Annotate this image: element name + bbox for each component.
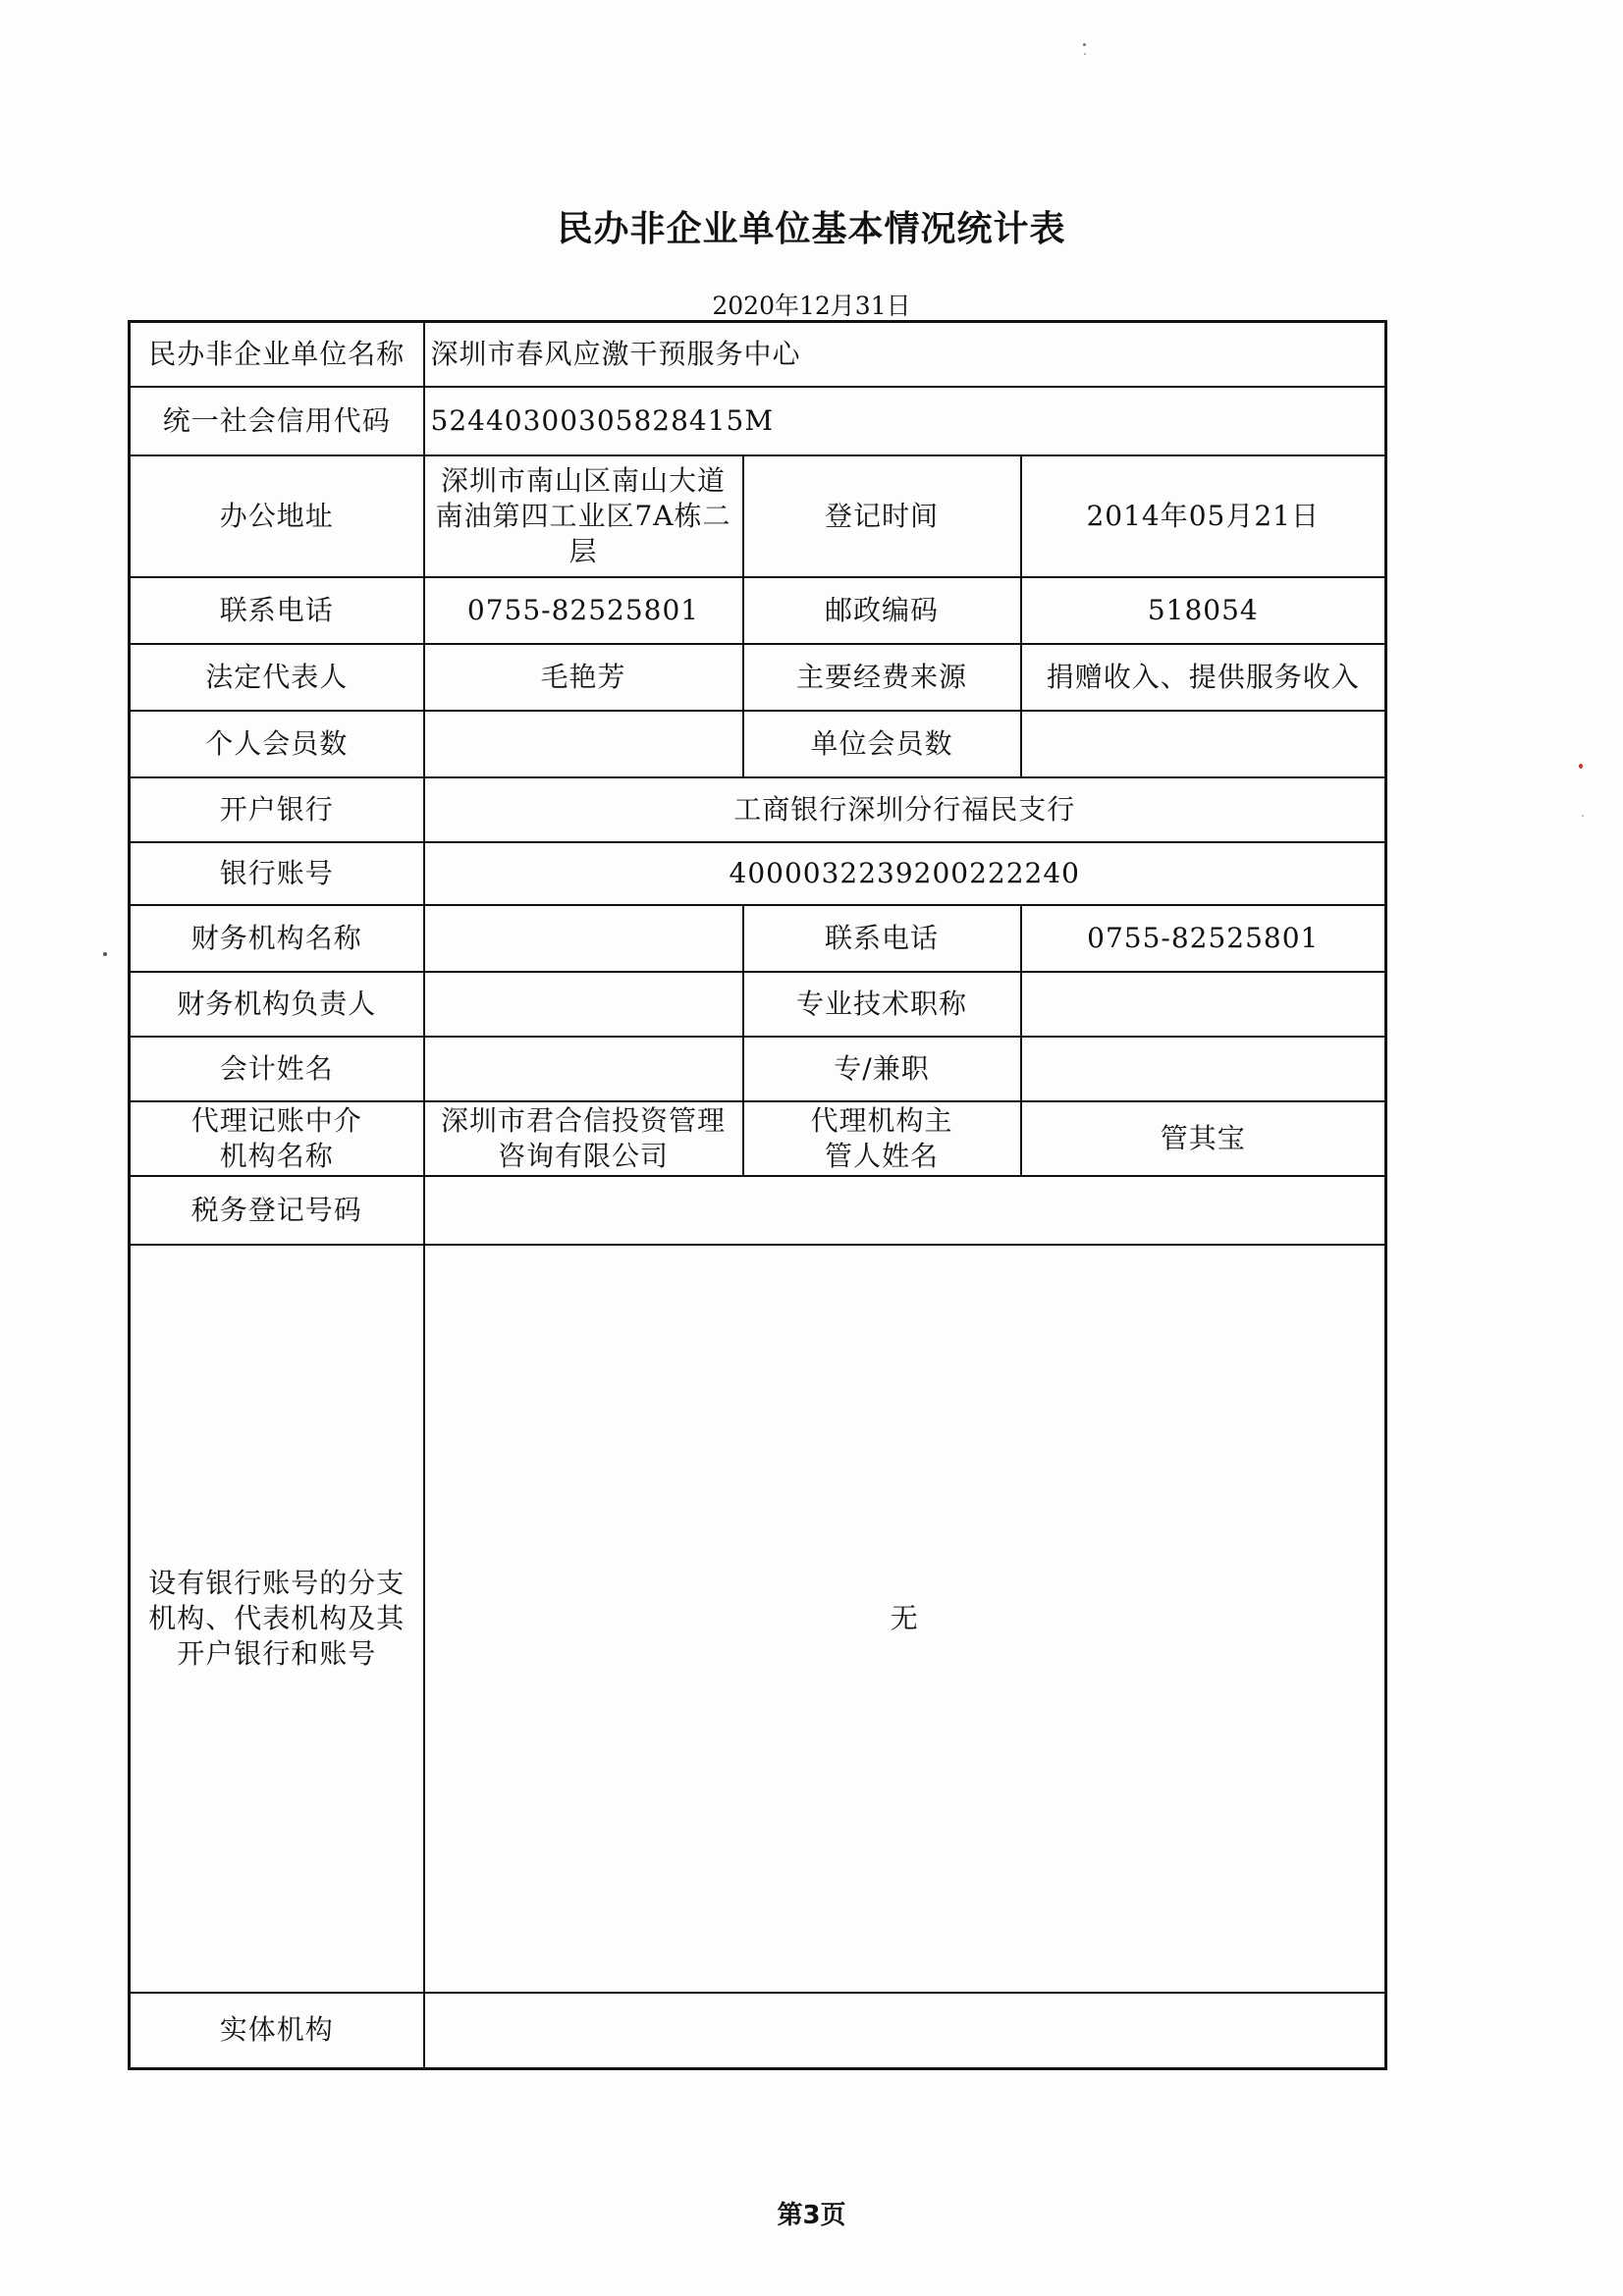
registration-date-label: 登记时间 <box>743 455 1021 577</box>
phone-label: 联系电话 <box>130 577 424 644</box>
employment-type-value <box>1021 1037 1386 1101</box>
legal-rep-value: 毛艳芳 <box>424 644 743 711</box>
branches-label: 设有银行账号的分支机构、代表机构及其开户银行和账号 <box>130 1245 424 1993</box>
employment-type-label: 专/兼职 <box>743 1037 1021 1101</box>
row-finance-head <box>130 972 1386 1037</box>
row-entity <box>130 1993 1386 2069</box>
tech-title-value <box>1021 972 1386 1037</box>
address-value: 深圳市南山区南山大道南油第四工业区7A栋二层 <box>424 455 743 577</box>
row-bank <box>130 777 1386 842</box>
accountant-value <box>424 1037 743 1101</box>
finance-head-label: 财务机构负责人 <box>130 972 424 1037</box>
agency-manager-label: 代理机构主管人姓名 <box>743 1101 1021 1176</box>
tax-reg-value <box>424 1176 1386 1245</box>
row-legal-rep <box>130 644 1386 711</box>
individual-members-value <box>424 711 743 777</box>
scan-speck <box>1083 43 1086 46</box>
statistics-form-table <box>128 320 1387 2070</box>
individual-members-label: 个人会员数 <box>130 711 424 777</box>
tax-reg-label: 税务登记号码 <box>130 1176 424 1245</box>
postcode-label: 邮政编码 <box>743 577 1021 644</box>
row-finance-name <box>130 905 1386 972</box>
finance-phone-label: 联系电话 <box>743 905 1021 972</box>
bank-label: 开户银行 <box>130 777 424 842</box>
report-date: 2020年12月31日 <box>712 292 911 320</box>
tech-title-label: 专业技术职称 <box>743 972 1021 1037</box>
registration-date-value: 2014年05月21日 <box>1021 455 1386 577</box>
account-label: 银行账号 <box>130 842 424 905</box>
bank-value: 工商银行深圳分行福民支行 <box>424 777 1386 842</box>
account-value: 4000032239200222240 <box>424 842 1386 905</box>
finance-org-label: 财务机构名称 <box>130 905 424 972</box>
row-account <box>130 842 1386 905</box>
scan-speck <box>1579 764 1583 769</box>
org-name-value: 深圳市春风应激干预服务中心 <box>424 322 1386 387</box>
form-title: 民办非企业单位基本情况统计表 <box>557 209 1066 249</box>
row-accountant <box>130 1037 1386 1101</box>
credit-code-label: 统一社会信用代码 <box>130 387 424 455</box>
scan-speck <box>103 952 107 956</box>
finance-head-value <box>424 972 743 1037</box>
finance-phone-value: 0755-82525801 <box>1021 905 1386 972</box>
row-credit-code <box>130 387 1386 455</box>
unit-members-value <box>1021 711 1386 777</box>
row-members <box>130 711 1386 777</box>
row-address <box>130 455 1386 577</box>
row-agency <box>130 1101 1386 1176</box>
agency-manager-value: 管其宝 <box>1021 1101 1386 1176</box>
unit-members-label: 单位会员数 <box>743 711 1021 777</box>
funding-source-value: 捐赠收入、提供服务收入 <box>1021 644 1386 711</box>
legal-rep-label: 法定代表人 <box>130 644 424 711</box>
accountant-label: 会计姓名 <box>130 1037 424 1101</box>
row-org-name <box>130 322 1386 387</box>
entity-value <box>424 1993 1386 2069</box>
entity-label: 实体机构 <box>130 1993 424 2069</box>
page-number: 第3页 <box>777 2201 846 2230</box>
row-phone <box>130 577 1386 644</box>
row-tax <box>130 1176 1386 1245</box>
scan-speck <box>1084 53 1086 55</box>
address-label: 办公地址 <box>130 455 424 577</box>
finance-org-value <box>424 905 743 972</box>
credit-code-value: 52440300305828415M <box>424 387 1386 455</box>
scan-speck <box>1582 815 1584 817</box>
phone-value: 0755-82525801 <box>424 577 743 644</box>
row-branches <box>130 1245 1386 1993</box>
postcode-value: 518054 <box>1021 577 1386 644</box>
funding-source-label: 主要经费来源 <box>743 644 1021 711</box>
branches-value: 无 <box>424 1245 1386 1993</box>
org-name-label: 民办非企业单位名称 <box>130 322 424 387</box>
agency-value: 深圳市君合信投资管理咨询有限公司 <box>424 1101 743 1176</box>
agency-label: 代理记账中介机构名称 <box>130 1101 424 1176</box>
